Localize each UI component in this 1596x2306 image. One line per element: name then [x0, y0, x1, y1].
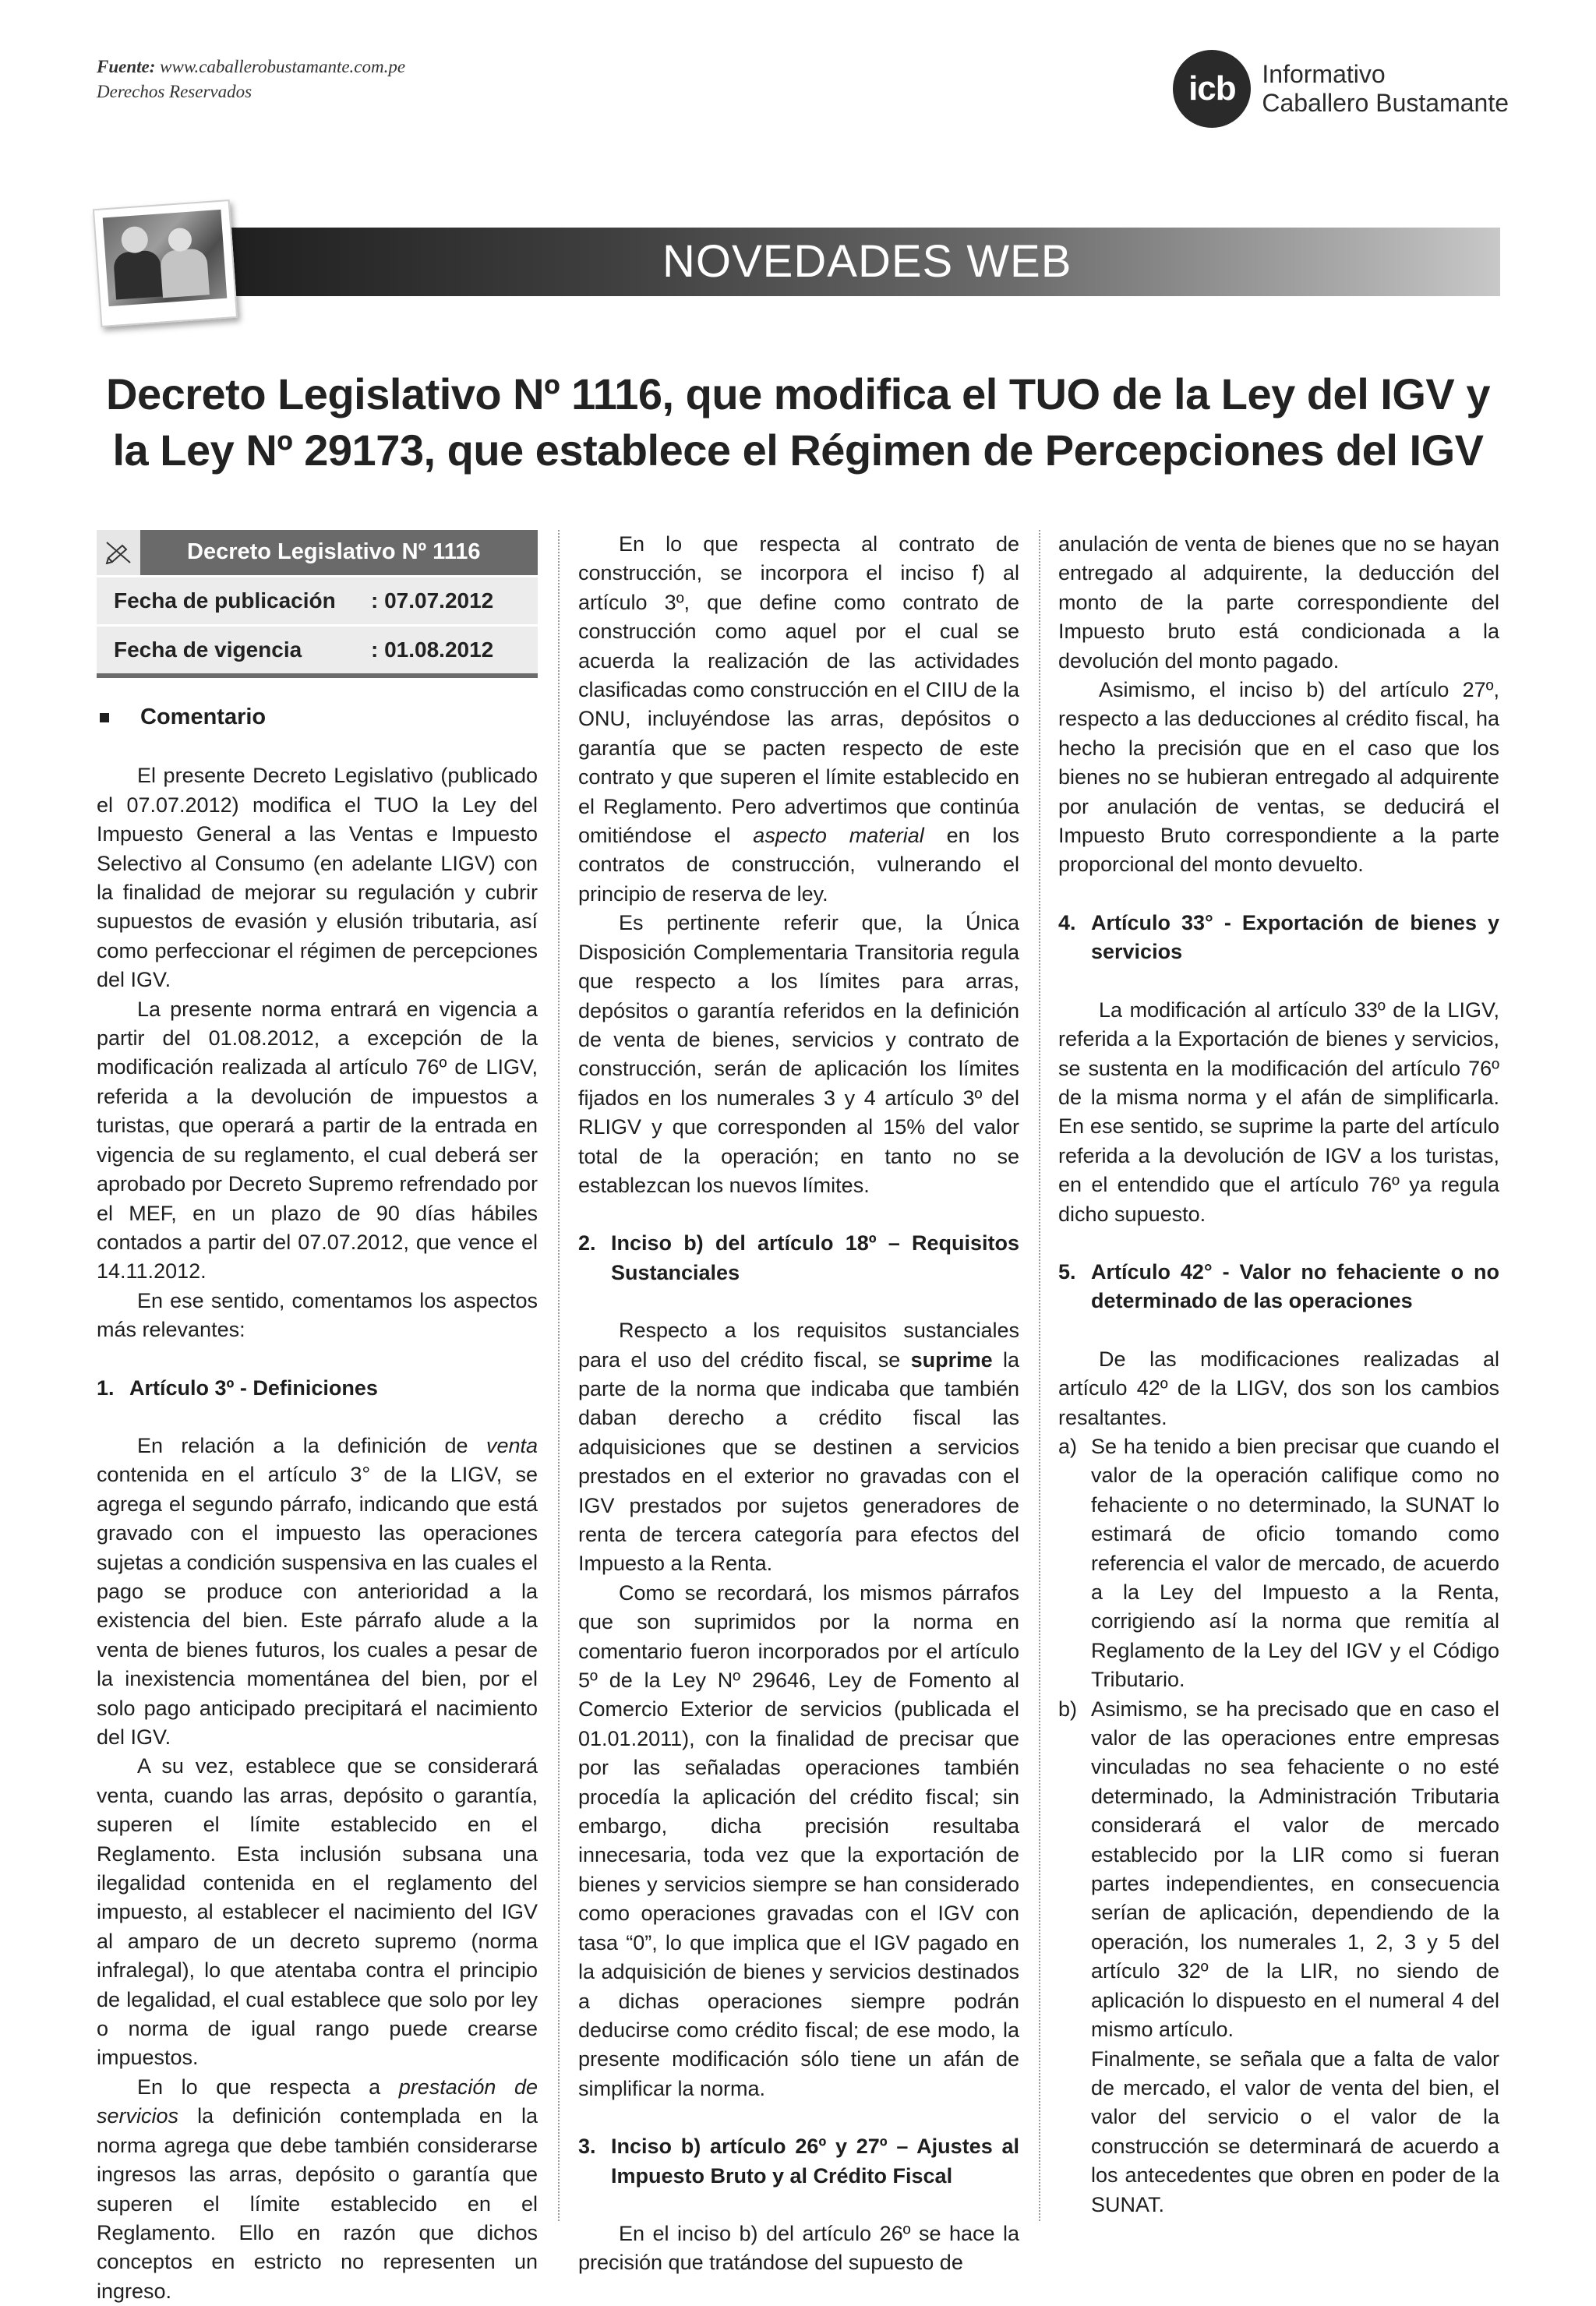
paragraph: Asimismo, el inciso b) del artículo 27º, respecto a las deducciones al crédito fiscal, ha hecho la precisión que en el caso que los bienes no se hubieran entregado al adquirente por anulación de ventas, se deducirá el Impuesto Bruto correspondiente a la parte proporcional del monto devuelto. [1058, 678, 1499, 877]
brand-line-2: Caballero Bustamante [1262, 89, 1509, 117]
info-row-label: Fecha de publicación [114, 588, 336, 613]
paragraph: Como se recordará, los mismos párrafos que son suprimidos por la norma en comentario fueron incorporados por el artículo 5º de la Ley Nº 29646, Ley de Fomento al Comercio Exterior de servicios (publicada el 01.01.2011), con la finalidad de precisar que por las señaladas operaciones también procedía la aplicación del crédito fiscal; sin embargo, dicha precisión resultaba innecesaria, toda vez que la exportación de bienes y servicios siempre se han considerado como operaciones gravadas con el IGV con tasa “0”, lo que implica que el IGV pagado en la adquisición de bienes y servicios destinados a dichas operaciones siempre podrán deducirse como crédito fiscal; de ese modo, la presente modificación sólo tiene un afán de simplificar la norma. [578, 1580, 1019, 2100]
square-bullet-icon [100, 713, 109, 722]
info-row-vigencia [97, 624, 538, 673]
article-title: Decreto Legislativo Nº 1116, que modifica el TUO de la Ley del IGV y la Ley Nº 29173, que establece el Régimen de Percepciones del IGV [106, 369, 1490, 475]
column-divider [1039, 530, 1040, 2221]
banner-title: NOVEDADES WEB [662, 236, 1072, 287]
rights-text: Derechos Reservados [97, 82, 252, 101]
paragraph: anulación de venta de bienes que no se hayan entregado al adquirente, la deducción del monto de la parte correspondiente del Impuesto bruto está condicionada a la devolución del monto pagado. [1058, 532, 1499, 673]
photo-people-image [103, 210, 228, 306]
info-box-title: Decreto Legislativo Nº 1116 [187, 539, 481, 565]
paragraph: En el inciso b) del artículo 26º se hace la precisión que tratándose del supuesto de [578, 2221, 1019, 2275]
section-banner [226, 228, 1500, 296]
column-3 [1058, 530, 1499, 2219]
source-url[interactable]: www.caballerobustamante.com.pe [160, 57, 406, 76]
info-row-value: : 01.08.2012 [371, 637, 494, 662]
paragraph: Respecto a los requisitos sustanciales para el uso del crédito fiscal, se suprime la parte de la norma que indicaba que también daban derecho a crédito fiscal las adquisiciones que se destinen a servicios prestados en el exterior no gravadas con el IGV prestados por sujetos generadores de renta de tercera categoría para efectos del Impuesto a la Renta. [578, 1319, 1019, 1576]
info-box-header [97, 530, 538, 575]
info-row-label: Fecha de vigencia [114, 637, 302, 662]
list-item: a) Se ha tenido a bien precisar que cuando el valor de la operación califique como no fehaciente o no determinado, la SUNAT lo estimará de oficio tomando como referencia el valor de mercado, de acuerdo a la Ley del Impuesto a la Renta, corrigiendo así la norma que remitía al Reglamento de la Ley del IGV y el Código Tributario. [1058, 1434, 1499, 1692]
banner-photo [93, 200, 238, 327]
brand-logo: icb [1173, 50, 1251, 128]
source-credit [97, 55, 405, 104]
paragraph: A su vez, establece que se considerará venta, cuando las arras, depósito o garantía, superen el límite establecido en el Reglamento. Esta inclusión subsana una ilegalidad contenida en el reglamento del impuesto, al establecer el nacimiento del IGV al amparo de un decreto supremo (norma infralegal), lo que atentaba contra el principio de legalidad, el cual establece que solo por ley o norma de igual rango puede crearse impuestos. [97, 1754, 538, 2070]
section-heading-5: 5. Artículo 42° - Valor no fehaciente o no determinado de las operaciones [1058, 1259, 1499, 1313]
comentario-heading: Comentario [97, 703, 538, 732]
paragraph: En relación a la definición de venta contenida en el artículo 3° de la LIGV, se agrega el segundo párrafo, indicando que está gravado con el impuesto las operaciones sujetas a condición suspensiva en las cuales el pago se produce con anterioridad a la existencia del bien. Este párrafo alude a la venta de bienes futuros, los cuales a pesar de la inexistencia momentánea del bien, por el solo pago anticipado precipitará el nacimiento del IGV. [97, 1433, 538, 1749]
brand-name [1262, 60, 1509, 118]
section-heading-3: 3. Inciso b) artículo 26º y 27º – Ajustes al Impuesto Bruto y al Crédito Fiscal [578, 2135, 1019, 2188]
section-heading-1: 1. Artículo 3º - Definiciones [97, 1375, 378, 1400]
section-heading-4: 4. Artículo 33° - Exportación de bienes y servicios [1058, 910, 1499, 964]
pen-icon [97, 530, 140, 575]
source-label: Fuente: [97, 57, 156, 76]
paragraph: La modificación al artículo 33º de la LIGV, referida a la Exportación de bienes y servicios, se sustenta en la modificación del artículo 76º de la misma norma y el afán de simplificarla. En ese sentido, se suprime la parte del artículo referida a la devolución de IGV a los turistas, en el entendido que el artículo 76º ya regula dicho supuesto. [1058, 998, 1499, 1226]
info-box [97, 530, 538, 678]
list-item [1058, 2045, 1499, 2219]
column-2 [578, 530, 1019, 2278]
paragraph: El presente Decreto Legislativo (publicado el 07.07.2012) modifica el TUO la Ley del Impuesto General a las Ventas e Impuesto Selectivo al Consumo (en adelante LIGV) con la finalidad de mejorar su regulación y cubrir supuestos de evasión y elusión tributaria, así como perfeccionar el régimen de percepciones del IGV. [97, 764, 538, 992]
paragraph: Es pertinente referir que, la Única Disposición Complementaria Transitoria regula que respecto a los límites para arras, depósitos o garantía referidos en la definición de venta de bienes, servicios y contrato de construcción, serán de aplicación los límites fijados en los numerales 3 y 4 artículo 3º del RLIGV y que corresponden al 15% del valor total de la operación; en tanto no se establezcan los nuevos límites. [578, 911, 1019, 1197]
column-1 [97, 530, 538, 2306]
brand-line-1: Informativo [1262, 60, 1386, 88]
info-row-publicacion [97, 575, 538, 624]
section-heading-2: 2. Inciso b) del artículo 18º – Requisitos Sustanciales [578, 1231, 1019, 1284]
paragraph: De las modificaciones realizadas al artículo 42º de la LIGV, dos son los cambios resaltantes. [1058, 1347, 1499, 1429]
paragraph: En lo que respecta al contrato de construcción, se incorpora el inciso f) al artículo 3º, que define como contrato de construcción como aquel por el cual se acuerda la realización de las actividades clasificadas como construcción en el CIIU de la ONU, incluyéndose las arras, depósitos o garantía que se pacten respecto de este contrato y que superen el límite establecido en el Reglamento. Pero advertimos que continúa omitiéndose el aspecto material en los contratos de construcción, vulnerando el principio de reserva de ley. [578, 532, 1019, 906]
closing-paragraph: Finalmente, se señala que a falta de valor de mercado, el valor de venta del bien, el valor del servicio o el valor de la construcción se determinará de acuerdo a los antecedentes que obren en poder de la SUNAT. [1091, 2046, 1499, 2216]
list-item: b) Asimismo, se ha precisado que en caso el valor de las operaciones entre empresas vinculadas no sea fehaciente o no esté determinado, la Administración Tributaria considerará el valor de mercado establecido por la LIR como si fueran partes independientes, en consecuencia serían de aplicación, dependiendo de la operación, los numerales 1, 2, 3 y 5 del artículo 32º de la LIR, no siendo de aplicación lo dispuesto en el numeral 4 del mismo artículo. [1058, 1697, 1499, 2042]
info-row-value: : 07.07.2012 [371, 588, 494, 613]
column-divider [558, 530, 560, 2221]
paragraph: La presente norma entrará en vigencia a partir del 01.08.2012, a excepción de la modificación realizada al artículo 76º de LIGV, referida a la devolución de impuestos a turistas, que operará a partir de la entrada en vigencia de su reglamento, el cual deberá ser aprobado por Decreto Supremo refrendado por el MEF, en un plazo de 90 días hábiles contados a partir del 07.07.2012, que vence el 14.11.2012. [97, 997, 538, 1284]
paragraph: En lo que respecta a prestación de servicios la definición contemplada en la norma agrega que debe también considerarse ingresos las arras, depósito o garantía que superen el límite establecido en el Reglamento. Ello en razón que dichos conceptos en estricto no representen un ingreso. [97, 2075, 538, 2303]
paragraph: En ese sentido, comentamos los aspectos más relevantes: [97, 1288, 538, 1342]
brand [1173, 50, 1509, 128]
